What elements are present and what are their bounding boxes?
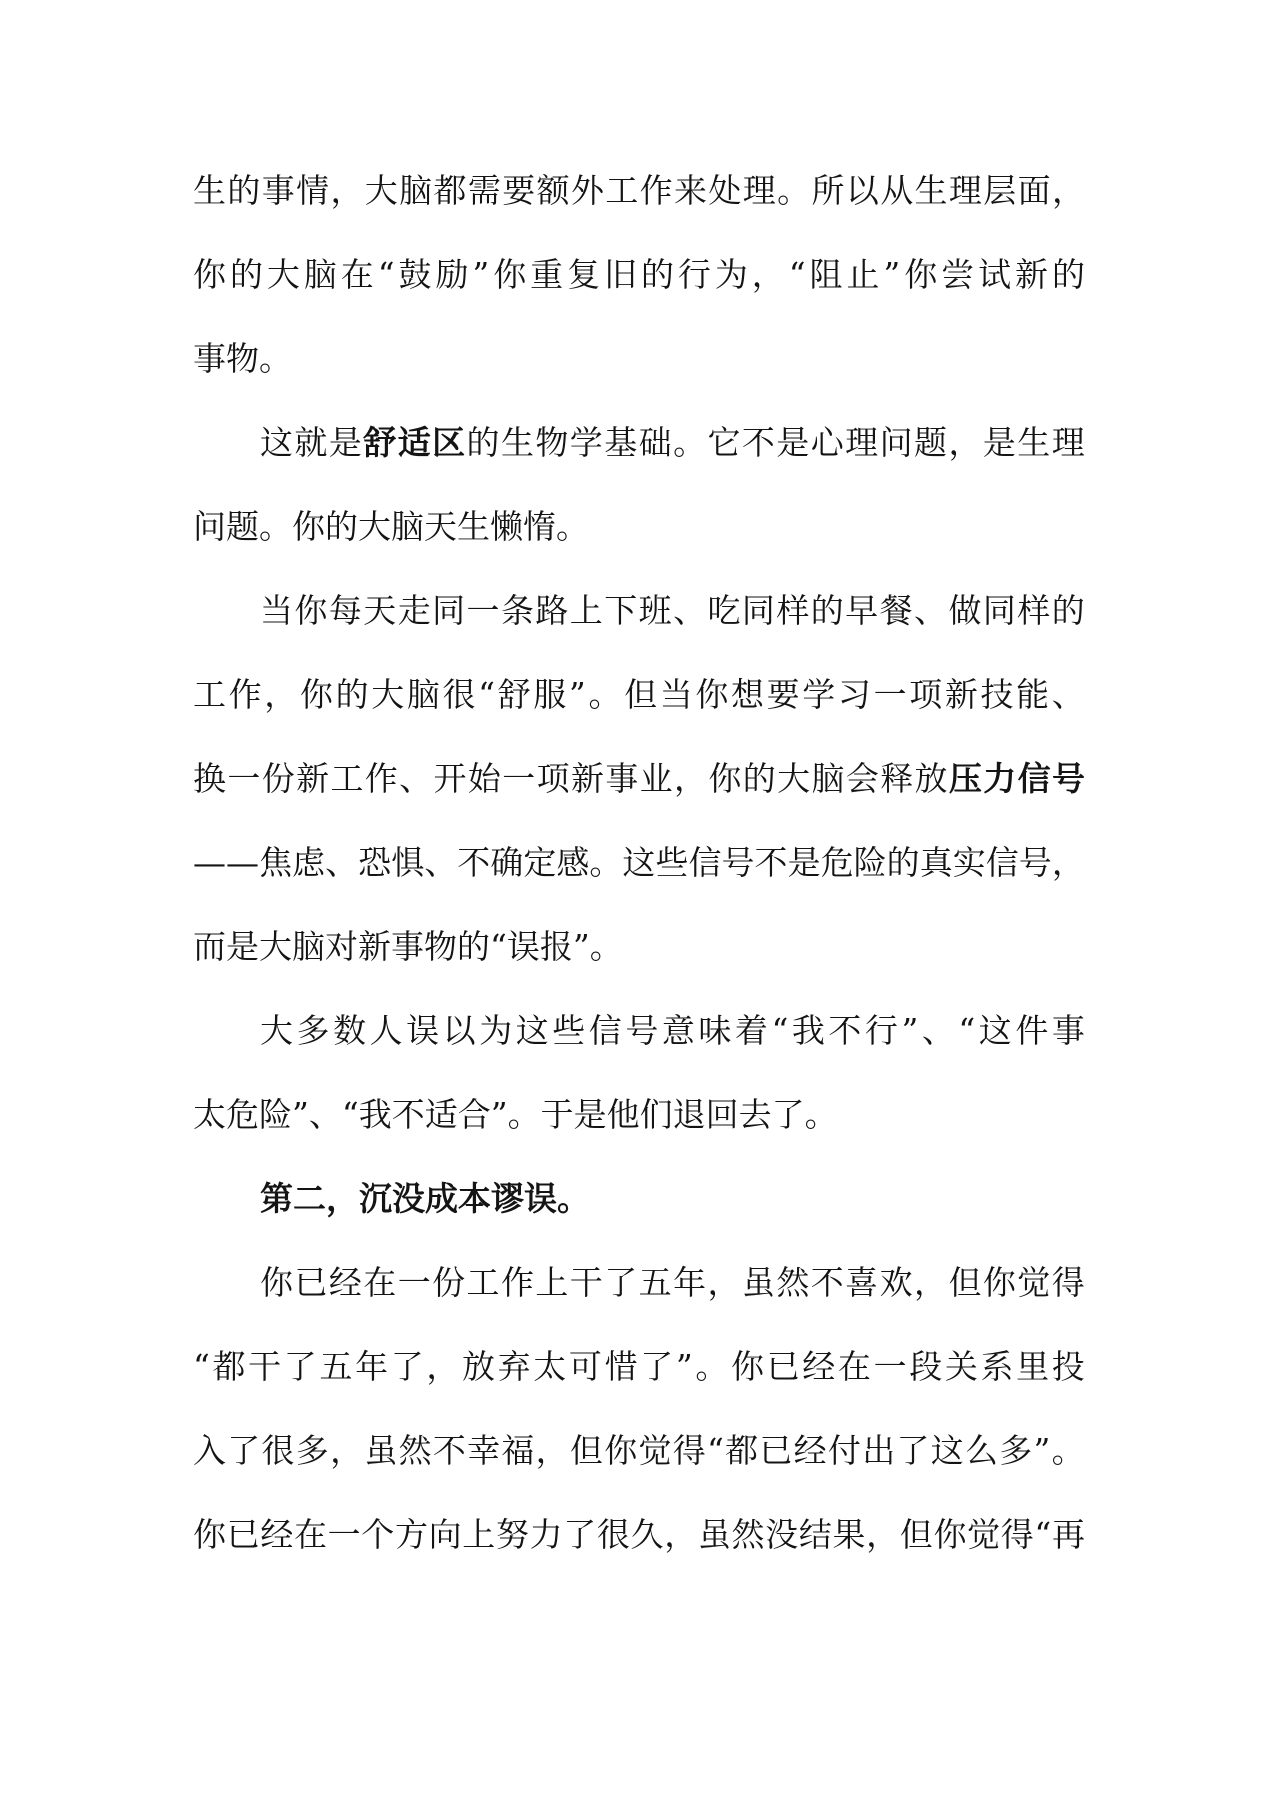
text-line: 你 已 经 在 一 个 方 向 上 努 力 了 很 久 ， 虽 然 没 结 果 ， 但 你 觉 得 “ 再	[193, 1515, 1085, 1554]
body-text	[193, 163, 1085, 1591]
text-line: — — 焦 虑 、 恐 惧 、 不 确 定 感 。 这 些 信 号 不 是 危 险 的 真 实 信 号 ，	[193, 843, 1085, 882]
text-line: 而 是 大 脑 对 新 事 物 的 “ 误 报 ” 。	[193, 927, 623, 966]
text-line: 你 已 经 在 一 份 工 作 上 干 了 五 年 ， 虽 然 不 喜 欢 ， 但 你 觉 得	[260, 1263, 1085, 1302]
text-line: 太 危 险 ” 、 “ 我 不 适 合 ” 。 于 是 他 们 退 回 去 了 。	[193, 1095, 838, 1134]
text-line: 问 题 。 你 的 大 脑 天 生 懒 惰 。	[193, 507, 589, 546]
text-line: 你 的 大 脑 在 “ 鼓 励 ” 你 重 复 旧 的 行 为 ， “ 阻 止 ” 你 尝 试 新 的	[193, 255, 1085, 294]
text-line: 第 二 ， 沉 没 成 本 谬 误 。	[260, 1179, 590, 1218]
text-line: 大 多 数 人 误 以 为 这 些 信 号 意 味 着 “ 我 不 行 ” 、 “ 这 件 事	[260, 1011, 1085, 1050]
text-line: 换 一 份 新 工 作 、 开 始 一 项 新 事 业 ， 你 的 大 脑 会 释 放 压 力 信 号	[193, 759, 1085, 798]
text-line: 事 物 。	[193, 339, 292, 378]
text-line: 工 作 ， 你 的 大 脑 很 “ 舒 服 ” 。 但 当 你 想 要 学 习 一 项 新 技 能 、	[193, 675, 1085, 714]
text-line: 生 的 事 情 ， 大 脑 都 需 要 额 外 工 作 来 处 理 。 所 以 从 生 理 层 面 ，	[193, 171, 1085, 210]
text-line: “ 都 干 了 五 年 了 ， 放 弃 太 可 惜 了 ” 。 你 已 经 在 一 段 关 系 里 投	[193, 1347, 1085, 1386]
text-line: 当 你 每 天 走 同 一 条 路 上 下 班 、 吃 同 样 的 早 餐 、 做 同 样 的	[260, 591, 1085, 630]
text-line: 这 就 是 舒 适 区 的 生 物 学 基 础 。 它 不 是 心 理 问 题 ， 是 生 理	[260, 423, 1085, 462]
text-line: 入 了 很 多 ， 虽 然 不 幸 福 ， 但 你 觉 得 “ 都 已 经 付 出 了 这 么 多 ” 。	[193, 1431, 1085, 1470]
